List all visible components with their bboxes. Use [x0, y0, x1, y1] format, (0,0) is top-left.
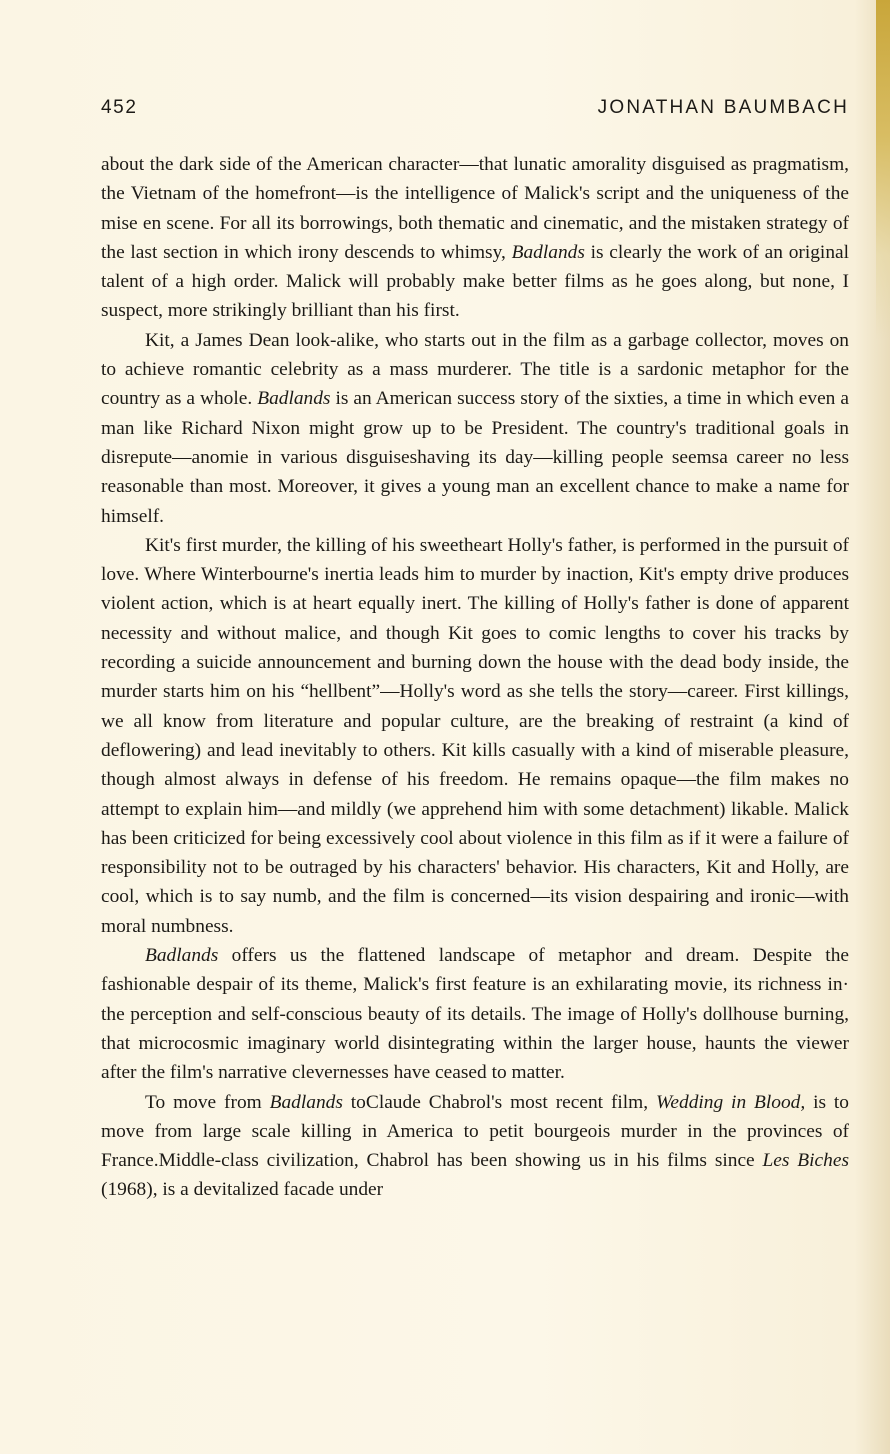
text-run: (1968), is a devitalized facade under — [101, 1179, 384, 1201]
paragraph-3 — [101, 531, 849, 941]
text-run: Kit's first murder, the killing of his sweetheart Holly's father, is performed in the pursuit of love. Where Winterbourne's inertia leads him to murder by inaction, Kit's empty drive produces violent action, which is at heart equally inert. The killing of Holly's father is done of apparent necessity and without malice, and though Kit goes to comic lengths to cover his tracks by recording a suicide announcement and burning down the house with the dead body inside, the murder starts him on his “hellbent”—Holly's word as she tells the story—career. First killings, we all know from literature and popular culture, are the breaking of restraint (a kind of deflowering) and lead inevitably to others. Kit kills casually with a kind of miserable pleasure, though almost always in defense of his freedom. He remains opaque—the film makes no attempt to explain him—and mildly (we apprehend him with some detachment) likable. Malick has been criticized for being excessively cool about violence in this film as if it were a failure of responsibility not to be outraged by his characters' behavior. His characters, Kit and Holly, are cool, which is to say numb, and the film is concerned—its vision despairing and ironic—with moral numbness. — [101, 534, 849, 937]
text-run: To move from — [145, 1091, 270, 1113]
text-run: offers us the flattened landscape of metaphor and dream. Despite the fashionable despair of its theme, Malick's first feature is an exhilarating movie, its richness in· the perception and self-conscious beauty of its details. The image of Holly's dollhouse burning, that microcosmic imaginary world disintegrating within the larger house, haunts the viewer after the film's narrative clevernesses have ceased to matter. — [101, 945, 849, 1084]
film-title: Badlands — [257, 388, 331, 410]
film-title: Badlands — [145, 945, 219, 967]
film-title: Badlands — [269, 1091, 343, 1113]
running-head — [101, 97, 849, 127]
paragraph-4 — [101, 941, 849, 1087]
page-number: 452 — [101, 97, 138, 118]
text-run: Kit, a James Dean look-alike, who starts out in the film as a garbage collector, moves on to achieve romantic celebrity as a mass murderer. The title is a sardonic metaphor for the country as a whole. — [101, 329, 849, 410]
film-title: Badlands — [511, 241, 585, 263]
text-run: is clearly the work of an original talent of a high order. Malick will probably make better films as he goes along, but none, I suspect, more strikingly brilliant than his first. — [101, 241, 850, 322]
text-run: about the dark side of the American character—that lunatic amorality disguised as pragmatism, the Vietnam of the homefront—is the intelligence of Malick's script and the uniqueness of the mise en scene. For all its borrowings, both thematic and cinematic, and the mistaken strategy of the last section in which irony descends to whimsy, — [101, 154, 849, 263]
text-run: toClaude Chabrol's most recent film, — [342, 1091, 657, 1113]
film-title: Wedding in Blood, — [656, 1091, 806, 1113]
running-head-author: JONATHAN BAUMBACH — [597, 97, 849, 118]
text-run: is to move from large scale killing in America to petit bourgeois murder in the provinces of France.Middle-class civilization, Chabrol has been showing us in his films since — [101, 1091, 850, 1172]
page-edge-tint — [876, 0, 890, 340]
film-title: Les Biches — [762, 1150, 849, 1172]
paragraph-5 — [101, 1088, 849, 1205]
text-run: is an American success story of the sixties, a time in which even a man like Richard Nixon might grow up to be President. The country's traditional goals in disrepute—anomie in various disguiseshaving its day—killing people seemsa career no less reasonable than most. Moreover, it gives a young man an excellent chance to make a name for himself. — [101, 388, 849, 527]
paragraph-1 — [101, 150, 849, 326]
body-text — [101, 150, 849, 1205]
paragraph-2 — [101, 326, 849, 531]
